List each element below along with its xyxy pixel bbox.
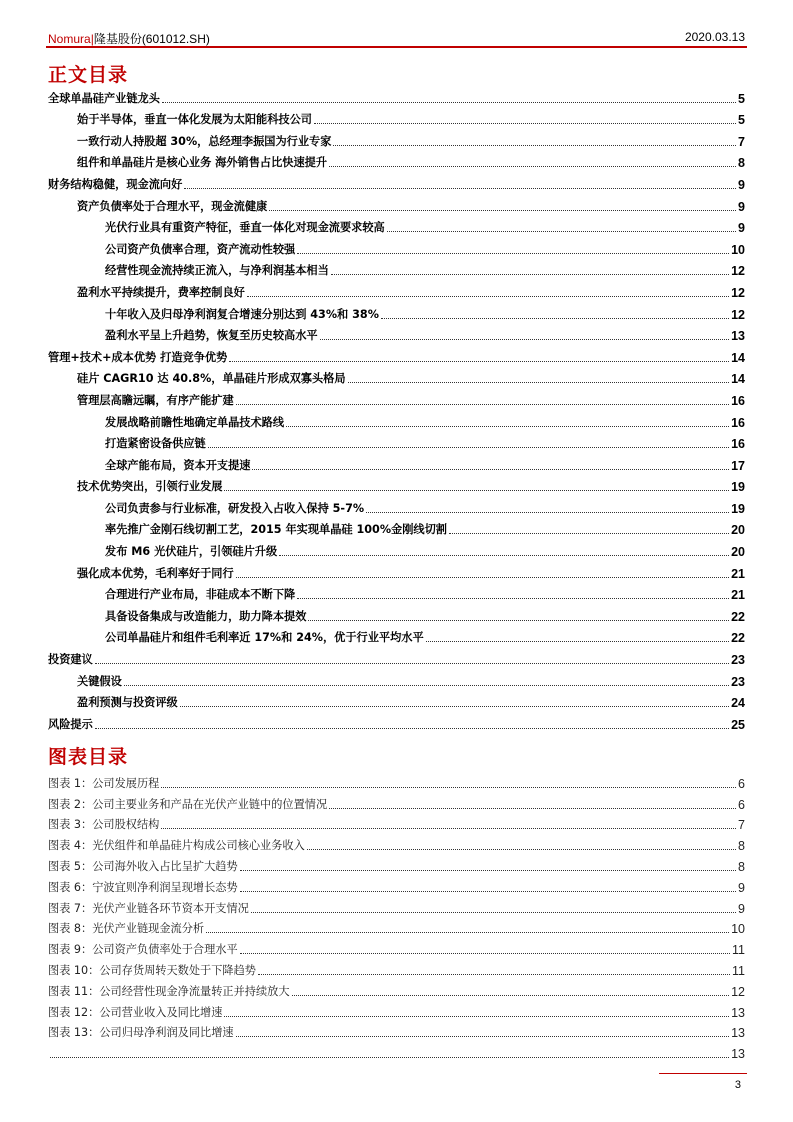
page-header — [46, 28, 747, 46]
toc-dot-leader — [381, 318, 729, 319]
toc-entry-text: 具备设备集成与改造能力，助力降本提效 — [105, 609, 307, 623]
toc-entry-page: 5 — [738, 91, 745, 106]
toc-entry-text: 发展战略前瞻性地确定单晶技术路线 — [105, 415, 285, 429]
header-company: 隆基股份(601012.SH) — [93, 32, 210, 46]
figures-entry-page: 12 — [731, 984, 745, 999]
figures-entry[interactable] — [48, 980, 745, 1001]
toc-entry-line — [48, 259, 745, 281]
toc-dot-leader — [331, 274, 729, 275]
figures-dot-leader — [329, 808, 736, 809]
toc-entry[interactable] — [48, 432, 745, 454]
figures-entry-text: 图表 5：公司海外收入占比呈扩大趋势 — [48, 859, 238, 873]
figures-entry-line — [48, 1042, 745, 1063]
toc-entry[interactable] — [48, 108, 745, 130]
toc-entry[interactable] — [48, 388, 745, 410]
toc-entry[interactable] — [48, 475, 745, 497]
figures-entry-line — [48, 855, 745, 876]
toc-entry-page: 9 — [738, 221, 745, 236]
toc-entry-line — [48, 129, 745, 151]
toc-entry-line — [48, 712, 745, 734]
toc-entry-line — [48, 172, 745, 194]
figures-entry[interactable] — [48, 1022, 745, 1043]
toc-dot-leader — [314, 123, 736, 124]
toc-entry-page: 12 — [731, 264, 745, 279]
toc-entry-text: 率先推广金刚石线切割工艺，2015 年实现单晶硅 100%金刚线切割 — [105, 523, 447, 537]
footer-divider — [659, 1073, 747, 1074]
toc-dot-leader — [297, 598, 729, 599]
figures-entry-page: 6 — [738, 776, 745, 791]
toc-entry-line — [48, 669, 745, 691]
toc-entry-page: 22 — [731, 609, 745, 624]
figures-entry-text: 图表 4：光伏组件和单晶硅片构成公司核心业务收入 — [48, 839, 305, 853]
figures-entry[interactable] — [48, 918, 745, 939]
toc-entry-text: 公司负责参与行业标准，研发投入占收入保持 5-7% — [105, 501, 365, 515]
toc-entry-line — [48, 194, 745, 216]
toc-entry-text: 公司资产负债率合理，资产流动性较强 — [105, 242, 296, 256]
figures-entry[interactable] — [48, 814, 745, 835]
toc-entry-page: 17 — [731, 458, 745, 473]
figures-dot-leader — [50, 1057, 729, 1058]
toc-entry-line — [48, 86, 745, 108]
toc-dot-leader — [449, 533, 729, 534]
header-brand: Nomura|隆基股份(601012.SH) — [48, 32, 210, 46]
figures-entry-text: 图表 6：宁波宜则净利润呈现增长态势 — [48, 880, 238, 894]
toc-dot-leader — [297, 253, 729, 254]
figures-entry-line — [48, 959, 745, 980]
toc-dot-leader — [184, 188, 736, 189]
figures-entry-line — [48, 772, 745, 793]
toc-entry[interactable] — [48, 324, 745, 346]
toc-dot-leader — [236, 404, 729, 405]
toc-entry[interactable] — [48, 410, 745, 432]
toc-entry-line — [48, 583, 745, 605]
toc-entry[interactable] — [48, 712, 745, 734]
figures-dot-leader — [240, 891, 736, 892]
toc-entry-line — [48, 475, 745, 497]
figures-entry-line — [48, 897, 745, 918]
figures-entry-text: 图表 3：公司股权结构 — [48, 818, 160, 832]
toc-entry[interactable] — [48, 518, 745, 540]
toc-entry-line — [48, 518, 745, 540]
toc-dot-leader — [387, 231, 736, 232]
toc-entry[interactable] — [48, 647, 745, 669]
figures-entry-page: 8 — [738, 839, 745, 854]
toc-entry-line — [48, 345, 745, 367]
figures-entry-page: 9 — [738, 880, 745, 895]
figures-entry-page: 6 — [738, 797, 745, 812]
toc-dot-leader — [333, 145, 736, 146]
toc-dot-leader — [348, 382, 730, 383]
figures-entry-line — [48, 918, 745, 939]
toc-entry-text: 十年收入及归母净利润复合增速分别达到 43%和 38% — [105, 307, 379, 321]
toc-entry-line — [48, 237, 745, 259]
figures-dot-leader — [161, 787, 736, 788]
toc-entry-page: 7 — [738, 134, 745, 149]
figures-dot-leader — [240, 870, 736, 871]
figures-entry-page: 11 — [732, 963, 745, 978]
toc-entry-text: 盈利预测与投资评级 — [77, 696, 178, 710]
toc-entry[interactable] — [48, 172, 745, 194]
toc-entry[interactable] — [48, 604, 745, 626]
toc-entry[interactable] — [48, 280, 745, 302]
figures-entry-text: 图表 12：公司营业收入及同比增速 — [48, 1005, 223, 1019]
figures-entry-text: 图表 9：公司资产负债率处于合理水平 — [48, 943, 238, 957]
toc-entry-line — [48, 647, 745, 669]
figures-dot-leader — [224, 1016, 729, 1017]
figures-entry[interactable] — [48, 1001, 745, 1022]
toc-entry-page: 14 — [731, 372, 745, 387]
toc-title: 正文目录 — [48, 64, 129, 86]
figures-dot-leader — [240, 953, 730, 954]
header-divider — [46, 46, 747, 48]
toc-entry-page: 19 — [731, 501, 745, 516]
figures-title: 图表目录 — [48, 746, 129, 768]
toc-entry-line — [48, 151, 745, 173]
toc-entry-page: 22 — [731, 631, 745, 646]
figures-list — [48, 772, 745, 1063]
toc-entry-line — [48, 367, 745, 389]
toc-entry-line — [48, 302, 745, 324]
toc-entry[interactable] — [48, 367, 745, 389]
figures-dot-leader — [307, 849, 736, 850]
toc-entry-page: 21 — [731, 566, 745, 581]
toc-entry-page: 5 — [738, 113, 745, 128]
toc-list — [48, 86, 745, 734]
toc-entry-text: 公司单晶硅片和组件毛利率近 17%和 24%，优于行业平均水平 — [105, 631, 424, 645]
toc-entry-page: 21 — [731, 588, 745, 603]
toc-entry[interactable] — [48, 237, 745, 259]
toc-entry-text: 盈利水平呈上升趋势，恢复至历史较高水平 — [105, 329, 318, 343]
toc-dot-leader — [366, 512, 729, 513]
figures-entry[interactable] — [48, 793, 745, 814]
figures-entry-text: 图表 2：公司主要业务和产品在光伏产业链中的位置情况 — [48, 797, 328, 811]
figures-entry-page: 8 — [738, 859, 745, 874]
toc-entry[interactable] — [48, 194, 745, 216]
toc-entry-text: 经营性现金流持续正流入，与净利润基本相当 — [105, 264, 329, 278]
toc-entry-page: 12 — [731, 307, 745, 322]
figures-entry[interactable] — [48, 876, 745, 897]
toc-entry-page: 25 — [731, 717, 745, 732]
toc-entry-text: 盈利水平持续提升，费率控制良好 — [77, 285, 245, 299]
header-date: 2020.03.13 — [684, 30, 745, 44]
toc-entry[interactable] — [48, 86, 745, 108]
toc-entry-line — [48, 108, 745, 130]
toc-entry-page: 16 — [731, 437, 745, 452]
toc-entry-text: 发布 M6 光伏硅片，引领硅片升级 — [105, 545, 278, 559]
toc-entry-page: 16 — [731, 393, 745, 408]
toc-entry[interactable] — [48, 453, 745, 475]
figures-dot-leader — [292, 995, 730, 996]
toc-entry-line — [48, 216, 745, 238]
figures-entry[interactable] — [48, 855, 745, 876]
toc-entry[interactable] — [48, 216, 745, 238]
toc-dot-leader — [247, 296, 729, 297]
toc-entry-page: 23 — [731, 674, 745, 689]
toc-entry-line — [48, 691, 745, 713]
figures-entry[interactable] — [48, 897, 745, 918]
figures-dot-leader — [258, 974, 730, 975]
toc-dot-leader — [180, 706, 729, 707]
toc-entry-page: 20 — [731, 523, 745, 538]
toc-entry[interactable] — [48, 561, 745, 583]
toc-entry-page: 9 — [738, 199, 745, 214]
toc-dot-leader — [236, 577, 729, 578]
toc-entry-text: 全球单晶硅产业链龙头 — [48, 91, 160, 105]
toc-dot-leader — [95, 663, 729, 664]
figures-entry-line — [48, 876, 745, 897]
figures-entry-page: 13 — [731, 1005, 745, 1020]
figures-entry-text: 图表 13：公司归母净利润及同比增速 — [48, 1026, 234, 1040]
toc-entry-text: 全球产能布局，资本开支提速 — [105, 458, 251, 472]
figures-entry[interactable] — [48, 959, 745, 980]
header-separator: | — [90, 32, 94, 46]
toc-entry-line — [48, 539, 745, 561]
figures-entry-line — [48, 793, 745, 814]
toc-entry-line — [48, 410, 745, 432]
toc-entry-line — [48, 388, 745, 410]
figures-entry-page: 7 — [738, 818, 745, 833]
toc-entry-text: 组件和单晶硅片是核心业务 海外销售占比快速提升 — [77, 156, 328, 170]
toc-entry-line — [48, 626, 745, 648]
figures-entry-text: 图表 10：公司存货周转天数处于下降趋势 — [48, 963, 256, 977]
figures-entry-text: 图表 11：公司经营性现金净流量转正并持续放大 — [48, 984, 290, 998]
toc-dot-leader — [279, 555, 729, 556]
toc-entry-text: 打造紧密设备供应链 — [105, 437, 206, 451]
figures-entry-line — [48, 814, 745, 835]
toc-entry[interactable] — [48, 259, 745, 281]
toc-dot-leader — [208, 447, 729, 448]
toc-entry[interactable] — [48, 626, 745, 648]
toc-entry-text: 资产负债率处于合理水平，现金流健康 — [77, 199, 268, 213]
toc-entry-text: 管理+技术+成本优势 打造竞争优势 — [48, 350, 228, 364]
figures-entry[interactable] — [48, 1042, 745, 1063]
toc-entry-page: 20 — [731, 545, 745, 560]
figures-entry-page: 11 — [732, 943, 745, 958]
toc-dot-leader — [286, 426, 729, 427]
toc-entry[interactable] — [48, 496, 745, 518]
figures-dot-leader — [206, 932, 729, 933]
toc-entry-page: 8 — [738, 156, 745, 171]
toc-dot-leader — [229, 361, 729, 362]
toc-entry[interactable] — [48, 345, 745, 367]
toc-entry[interactable] — [48, 669, 745, 691]
figures-entry-text: 图表 8：光伏产业链现金流分析 — [48, 922, 205, 936]
toc-dot-leader — [162, 102, 736, 103]
toc-entry-line — [48, 280, 745, 302]
toc-entry-text: 关键假设 — [77, 674, 122, 688]
figures-entry-page: 10 — [731, 922, 745, 937]
toc-dot-leader — [329, 166, 736, 167]
toc-entry-text: 管理层高瞻远瞩，有序产能扩建 — [77, 393, 234, 407]
toc-entry[interactable] — [48, 583, 745, 605]
figures-entry[interactable] — [48, 834, 745, 855]
toc-entry[interactable] — [48, 151, 745, 173]
toc-dot-leader — [224, 490, 729, 491]
toc-entry-page: 9 — [738, 177, 745, 192]
toc-dot-leader — [308, 620, 729, 621]
figures-dot-leader — [236, 1036, 729, 1037]
toc-dot-leader — [320, 339, 730, 340]
toc-dot-leader — [269, 210, 736, 211]
figures-entry-page: 9 — [738, 901, 745, 916]
figures-entry-line — [48, 1022, 745, 1043]
toc-entry-line — [48, 496, 745, 518]
toc-entry-text: 财务结构稳健，现金流向好 — [48, 177, 183, 191]
toc-entry-text: 技术优势突出，引领行业发展 — [77, 480, 223, 494]
figures-entry-page: 13 — [731, 1047, 745, 1062]
toc-entry-page: 24 — [731, 696, 745, 711]
toc-entry-text: 光伏行业具有重资产特征，垂直一体化对现金流要求较高 — [105, 221, 385, 235]
figures-entry-text: 图表 7：光伏产业链各环节资本开支情况 — [48, 901, 249, 915]
toc-entry-text: 合理进行产业布局，非硅成本不断下降 — [105, 588, 296, 602]
figures-entry-line — [48, 1001, 745, 1022]
page-number: 3 — [734, 1079, 741, 1091]
figures-entry[interactable] — [48, 938, 745, 959]
toc-entry-page: 12 — [731, 285, 745, 300]
figures-entry-page: 13 — [731, 1026, 745, 1041]
toc-dot-leader — [252, 469, 729, 470]
figures-dot-leader — [251, 912, 736, 913]
toc-entry[interactable] — [48, 302, 745, 324]
toc-entry-text: 投资建议 — [48, 653, 93, 667]
figures-entry-line — [48, 834, 745, 855]
figures-entry-text: 图表 1：公司发展历程 — [48, 776, 160, 790]
toc-entry-page: 10 — [731, 242, 745, 257]
toc-entry-page: 14 — [731, 350, 745, 365]
toc-entry-page: 13 — [731, 329, 745, 344]
toc-dot-leader — [95, 728, 729, 729]
toc-entry-line — [48, 324, 745, 346]
toc-entry-text: 一致行动人持股超 30%，总经理李振国为行业专家 — [77, 134, 332, 148]
figures-entry[interactable] — [48, 772, 745, 793]
toc-entry-line — [48, 432, 745, 454]
figures-dot-leader — [161, 828, 736, 829]
toc-entry-line — [48, 604, 745, 626]
toc-entry-page: 23 — [731, 653, 745, 668]
toc-entry[interactable] — [48, 539, 745, 561]
figures-entry-line — [48, 938, 745, 959]
toc-entry-line — [48, 561, 745, 583]
toc-entry[interactable] — [48, 129, 745, 151]
toc-entry-page: 19 — [731, 480, 745, 495]
toc-entry-line — [48, 453, 745, 475]
toc-entry-text: 硅片 CAGR10 达 40.8%，单晶硅片形成双寡头格局 — [77, 372, 346, 386]
figures-entry-line — [48, 980, 745, 1001]
toc-entry-text: 强化成本优势，毛利率好于同行 — [77, 566, 234, 580]
toc-entry-text: 始于半导体，垂直一体化发展为太阳能科技公司 — [77, 113, 312, 127]
toc-dot-leader — [426, 641, 729, 642]
toc-entry-text: 风险提示 — [48, 717, 93, 731]
toc-dot-leader — [124, 685, 729, 686]
toc-entry-page: 16 — [731, 415, 745, 430]
toc-entry[interactable] — [48, 691, 745, 713]
